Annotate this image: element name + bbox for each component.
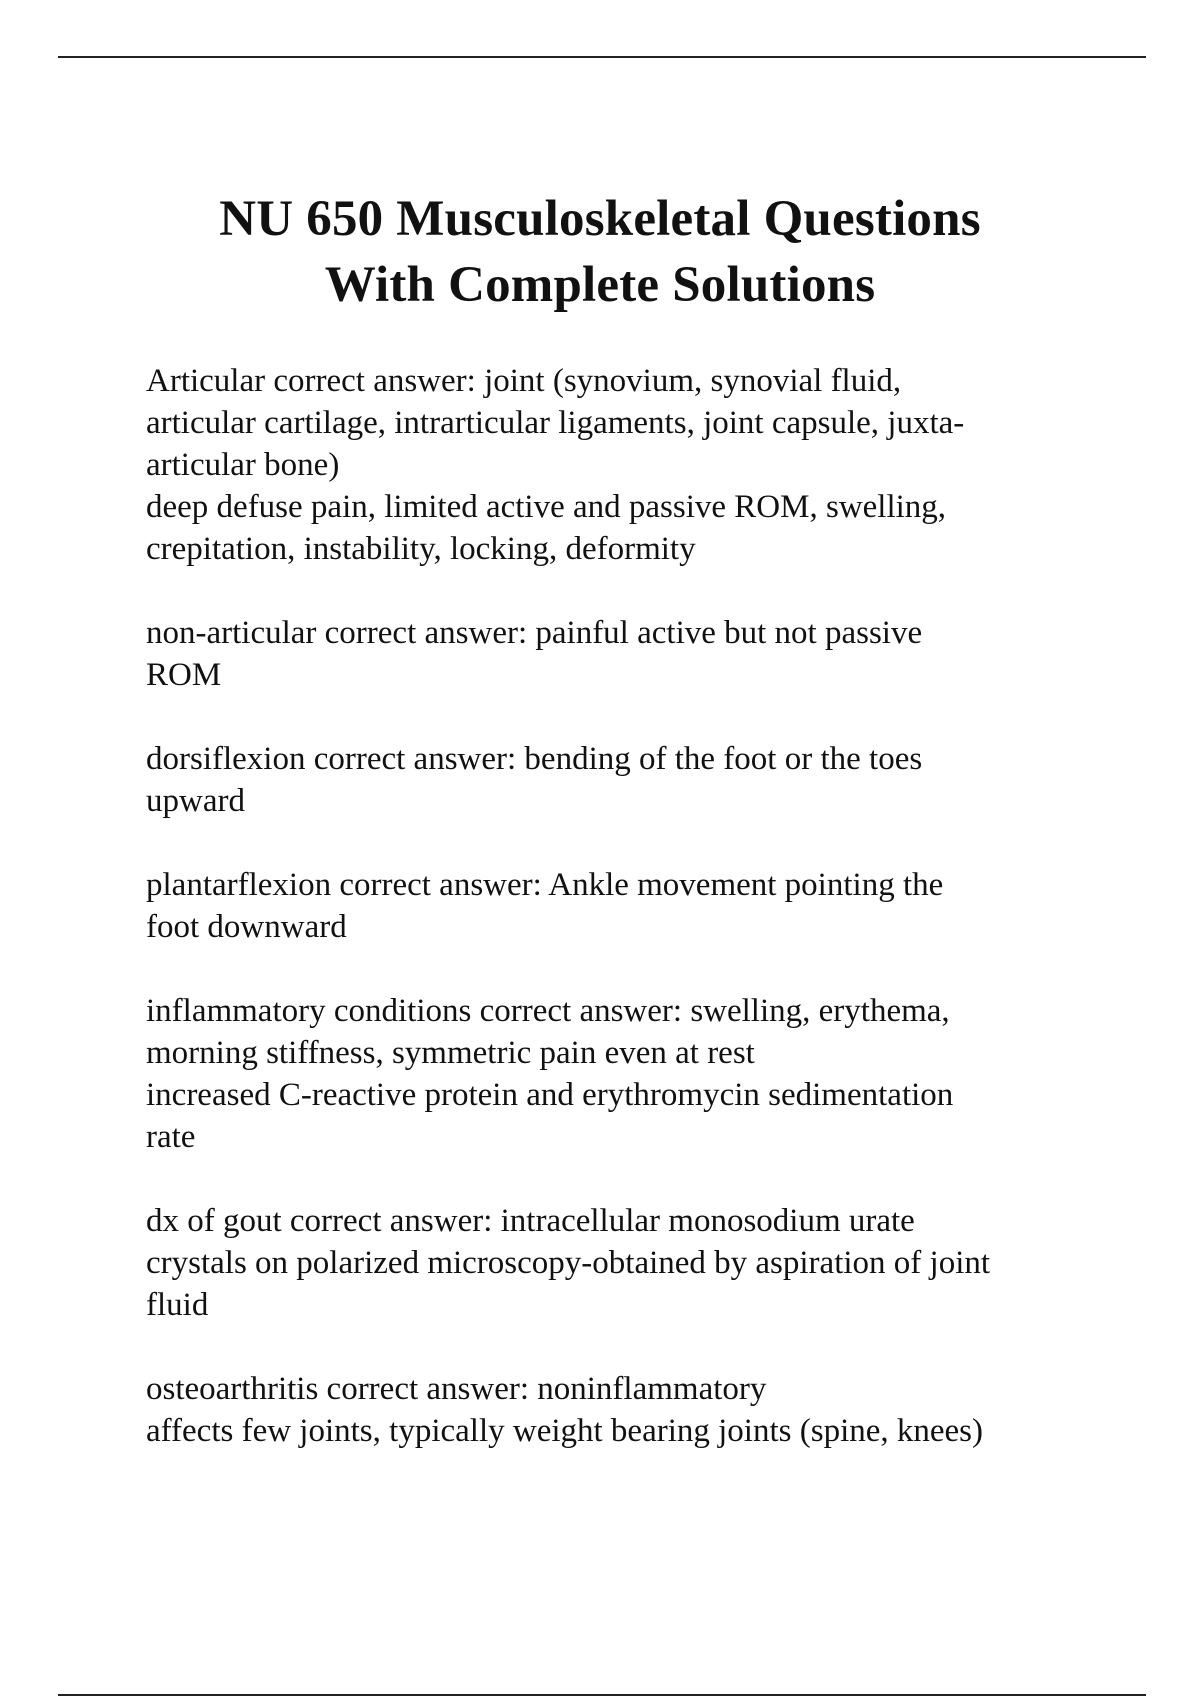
entry-line: rate — [146, 1119, 196, 1155]
entry-line: dx of gout correct answer: intracellular monosodium urate — [146, 1203, 915, 1239]
entry-line: Articular correct answer: joint (synovium, synovial fluid, — [146, 363, 902, 399]
entry-line: ROM — [146, 657, 222, 693]
entry-line: deep defuse pain, limited active and passive ROM, swelling, — [146, 489, 947, 525]
qa-entry-plantarflexion — [146, 864, 1106, 948]
entry-line: foot downward — [146, 909, 347, 945]
qa-entry-osteoarthritis — [146, 1368, 1106, 1452]
qa-entry-dx-of-gout — [146, 1200, 1106, 1326]
qa-list — [146, 360, 1106, 1494]
footer-divider — [58, 1694, 1146, 1696]
entry-line: upward — [146, 783, 245, 819]
entry-line: morning stiffness, symmetric pain even at rest — [146, 1035, 755, 1071]
entry-line: crepitation, instability, locking, deformity — [146, 531, 696, 567]
entry-line: osteoarthritis correct answer: noninflammatory — [146, 1371, 767, 1407]
entry-line: inflammatory conditions correct answer: swelling, erythema, — [146, 993, 950, 1029]
qa-entry-articular — [146, 360, 1106, 570]
entry-line: articular cartilage, intrarticular ligaments, joint capsule, juxta- — [146, 405, 965, 441]
header-divider — [58, 56, 1146, 58]
entry-line: fluid — [146, 1287, 209, 1323]
qa-entry-non-articular — [146, 612, 1106, 696]
entry-line: plantarflexion correct answer: Ankle movement pointing the — [146, 867, 944, 903]
entry-line: dorsiflexion correct answer: bending of the foot or the toes — [146, 741, 923, 777]
entry-line: affects few joints, typically weight bearing joints (spine, knees) — [146, 1413, 984, 1449]
entry-line: non-articular correct answer: painful active but not passive — [146, 615, 923, 651]
entry-line: articular bone) — [146, 447, 340, 483]
qa-entry-dorsiflexion — [146, 738, 1106, 822]
qa-entry-inflammatory-conditions — [146, 990, 1106, 1158]
entry-line: crystals on polarized microscopy-obtained by aspiration of joint — [146, 1245, 991, 1281]
document-title — [100, 186, 1100, 318]
title-line: With Complete Solutions — [324, 257, 876, 313]
title-line: NU 650 Musculoskeletal Questions — [219, 191, 981, 247]
entry-line: increased C-reactive protein and erythromycin sedimentation — [146, 1077, 954, 1113]
